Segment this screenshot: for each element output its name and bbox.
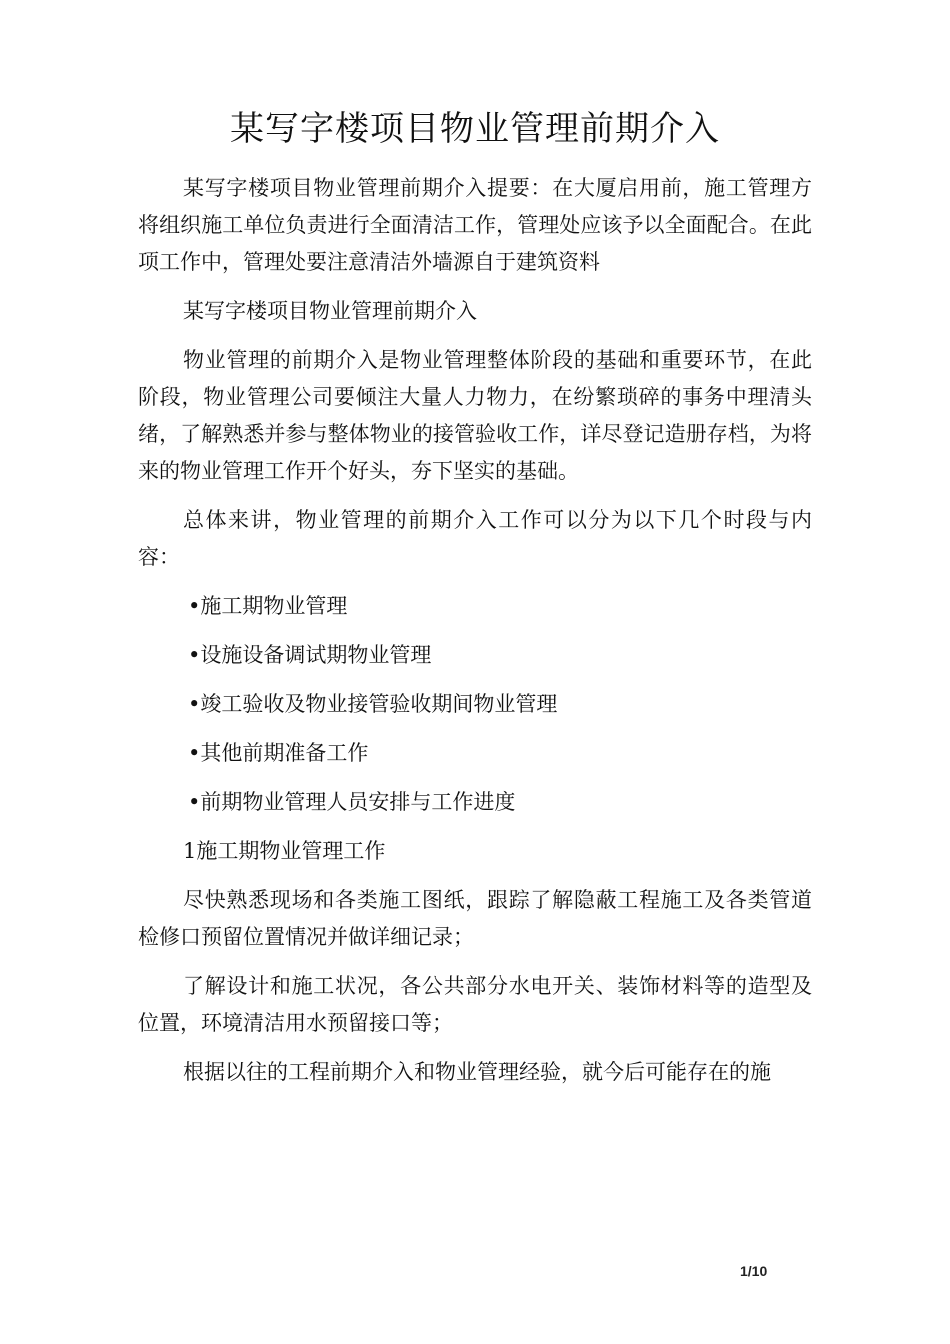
section-heading: 1施工期物业管理工作	[183, 839, 386, 863]
paragraph-overview: 总体来讲，物业管理的前期介入工作可以分为以下几个时段与内容：	[138, 508, 812, 569]
list-item: •竣工验收及物业接管验收期间物业管理	[188, 692, 558, 716]
paragraph: 了解设计和施工状况，各公共部分水电开关、装饰材料等的造型及位置，环境清洁用水预留接口等；	[138, 974, 812, 1035]
page-number: 1/10	[740, 1263, 768, 1279]
paragraph-intro: 物业管理的前期介入是物业管理整体阶段的基础和重要环节，在此阶段，物业管理公司要倾注大量人力物力，在纷繁琐碎的事务中理清头绪，了解熟悉并参与整体物业的接管验收工作，详尽登记造册存档，为将来的物业管理工作开个好头，夯下坚实的基础。	[138, 348, 812, 483]
paragraph-heading: 某写字楼项目物业管理前期介入	[183, 299, 477, 323]
document-title: 某写字楼项目物业管理前期介入	[230, 109, 720, 149]
list-item: •其他前期准备工作	[188, 741, 369, 765]
list-item: •设施设备调试期物业管理	[188, 643, 432, 667]
list-item: •施工期物业管理	[188, 594, 348, 618]
paragraph: 根据以往的工程前期介入和物业管理经验，就今后可能存在的施	[183, 1060, 771, 1084]
list-item: •前期物业管理人员安排与工作进度	[188, 790, 516, 814]
paragraph: 尽快熟悉现场和各类施工图纸，跟踪了解隐蔽工程施工及各类管道检修口预留位置情况并做详细记录；	[138, 888, 812, 949]
document-body	[138, 164, 812, 1097]
paragraph-summary: 某写字楼项目物业管理前期介入提要：在大厦启用前，施工管理方将组织施工单位负责进行全面清洁工作，管理处应该予以全面配合。在此项工作中，管理处要注意清洁外墙源自于建筑资料	[138, 176, 812, 274]
